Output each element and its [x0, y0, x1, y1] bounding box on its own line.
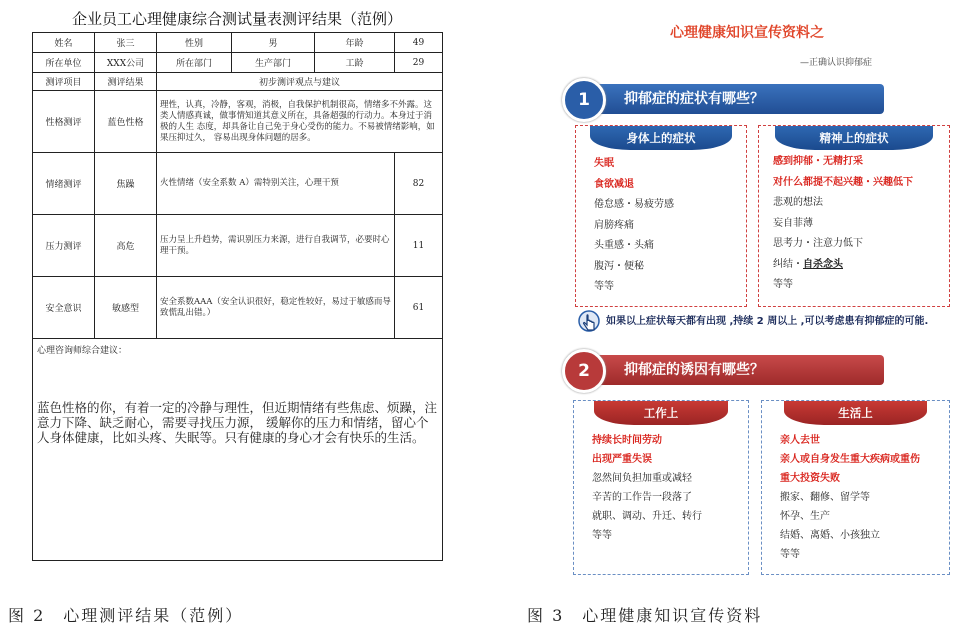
cell: 工龄 — [315, 53, 395, 73]
cell: 男 — [232, 33, 315, 53]
poster-subtitle: —正确认识抑郁症 — [800, 58, 873, 68]
item-cell: 安全意识 — [33, 277, 95, 339]
desc-cell: 压力呈上升趋势，需识别压力来源，进行自我调节，必要时心理干预。 — [157, 215, 395, 277]
result-cell: 焦躁 — [95, 153, 157, 215]
work-triggers-ribbon: 工作上 — [594, 401, 728, 425]
section1-band — [588, 84, 884, 114]
list-item: 亲人或自身发生重大疾病或重伤 — [780, 454, 920, 465]
work-triggers-list — [574, 425, 748, 545]
item-text-emphasis: 自杀念头 — [803, 258, 843, 270]
list-item: 食欲减退 — [594, 178, 634, 190]
list-item: 腹泻・便秘 — [594, 260, 644, 272]
table-row — [33, 277, 443, 339]
advice-row — [33, 339, 443, 561]
physical-symptoms-box — [575, 125, 747, 307]
score-cell: 82 — [395, 153, 443, 215]
life-triggers-list — [762, 425, 949, 564]
cell: 姓名 — [33, 33, 95, 53]
list-item: 怀孕、生产 — [780, 511, 830, 522]
section2-band — [588, 355, 884, 385]
list-item — [773, 255, 949, 276]
advice-cell — [33, 339, 443, 561]
cell: 性别 — [157, 33, 232, 53]
result-cell: 蓝色性格 — [95, 91, 157, 153]
list-item: 就职、调动、升迁、转行 — [592, 511, 702, 522]
cell: 年龄 — [315, 33, 395, 53]
section2-number: 2 — [562, 349, 606, 393]
life-triggers-box — [761, 400, 950, 575]
cell: 张三 — [95, 33, 157, 53]
symptom-note: 如果以上症状每天都有出现 ,持续 2 周以上 ,可以考虑患有抑郁症的可能. — [606, 316, 929, 327]
list-item: 辛苦的工作告一段落了 — [592, 492, 692, 503]
table-row — [33, 153, 443, 215]
header-cell: 测评结果 — [95, 73, 157, 91]
list-item: 重大投资失败 — [780, 473, 840, 484]
list-item: 等等 — [594, 281, 614, 292]
item-cell: 性格测评 — [33, 91, 95, 153]
figure-3-caption: 图 3 心理健康知识宣传资料 — [527, 606, 763, 625]
result-cell: 高危 — [95, 215, 157, 277]
hand-pointer-icon — [578, 310, 600, 332]
list-item: 悲观的想法 — [773, 197, 823, 208]
item-text: 纠结・ — [773, 258, 803, 270]
desc-cell: 火性情绪（安全系数 A）需特别关注，心理干预 — [157, 153, 395, 215]
cell: 所在部门 — [157, 53, 232, 73]
work-triggers-box — [573, 400, 749, 575]
list-item: 持续长时间劳动 — [592, 435, 662, 446]
cell: 49 — [395, 33, 443, 53]
info-row-1 — [33, 33, 443, 53]
list-item: 出现严重失误 — [592, 454, 652, 465]
list-item: 等等 — [592, 530, 612, 541]
header-row — [33, 73, 443, 91]
item-cell: 压力测评 — [33, 215, 95, 277]
list-item: 对什么都提不起兴趣・兴趣低下 — [773, 176, 913, 188]
cell: 生产部门 — [232, 53, 315, 73]
section2-heading: 抑郁症的诱因有哪些？ — [624, 362, 764, 378]
item-cell: 情绪测评 — [33, 153, 95, 215]
info-row-2 — [33, 53, 443, 73]
poster-title: 心理健康知识宣传资料之 — [670, 25, 824, 41]
section1-number: 1 — [562, 78, 606, 122]
result-title: 企业员工心理健康综合测试量表测评结果（范例） — [71, 10, 402, 28]
header-cell: 测评项目 — [33, 73, 95, 91]
list-item: 搬家、翻修、留学等 — [780, 492, 870, 503]
list-item: 头重感・头痛 — [594, 240, 654, 251]
list-item: 等等 — [780, 549, 800, 560]
score-cell: 61 — [395, 277, 443, 339]
result-cell: 敏感型 — [95, 277, 157, 339]
score-cell: 11 — [395, 215, 443, 277]
mental-symptoms-list — [759, 150, 949, 296]
section1-heading: 抑郁症的症状有哪些？ — [624, 91, 764, 107]
list-item: 结婚、离婚、小孩独立 — [780, 530, 880, 541]
list-item: 妄自菲薄 — [773, 217, 813, 229]
desc-cell: 安全系数AAA（安全认识很好，稳定性较好，易过于敏感而导致慌乱出错。） — [157, 277, 395, 339]
list-item: 思考力・注意力低下 — [773, 238, 863, 249]
table-row — [33, 91, 443, 153]
figure-2-caption: 图 2 心理测评结果（范例） — [8, 606, 244, 625]
header-cell: 初步测评观点与建议 — [157, 73, 443, 91]
list-item: 失眠 — [594, 158, 614, 169]
result-table — [32, 32, 443, 561]
list-item: 感到抑郁・无精打采 — [773, 156, 863, 167]
list-item: 等等 — [773, 279, 793, 290]
physical-symptoms-list — [576, 150, 746, 298]
cell: 29 — [395, 53, 443, 73]
cell: XXX公司 — [95, 53, 157, 73]
life-triggers-ribbon: 生活上 — [784, 401, 927, 425]
advice-label: 心理咨询师综合建议： — [37, 346, 128, 356]
list-item: 倦怠感・易疲劳感 — [594, 199, 674, 210]
list-item: 亲人去世 — [780, 435, 820, 446]
table-row — [33, 215, 443, 277]
physical-symptoms-ribbon: 身体上的症状 — [590, 126, 732, 150]
list-item: 肩膀疼痛 — [594, 219, 634, 231]
cell: 所在单位 — [33, 53, 95, 73]
advice-text: 蓝色性格的你，有着一定的冷静与理性，但近期情绪有些焦虑、烦躁，注意力下降、缺乏耐心，需要寻找压力源， 缓解你的压力和情绪，留心个人身体健康，比如头疼、失眠等。只有健康的身心才会有快乐的生活。 — [37, 400, 438, 445]
mental-symptoms-ribbon: 精神上的症状 — [775, 126, 933, 150]
desc-cell: 理性，认真，冷静，客观，消极，自我保护机制很高，情绪多不外露。这类人情感真诚，做事情知道其意义所在，具备超强的行动力。本身过于消极的人生 态度，却具备让自己免于身心受伤的能力。不易被情绪影响，如果压抑过久， 容易出现身体问题的居多。 — [157, 91, 443, 153]
list-item: 忽然间负担加重或减轻 — [592, 473, 692, 484]
mental-symptoms-box — [758, 125, 950, 307]
